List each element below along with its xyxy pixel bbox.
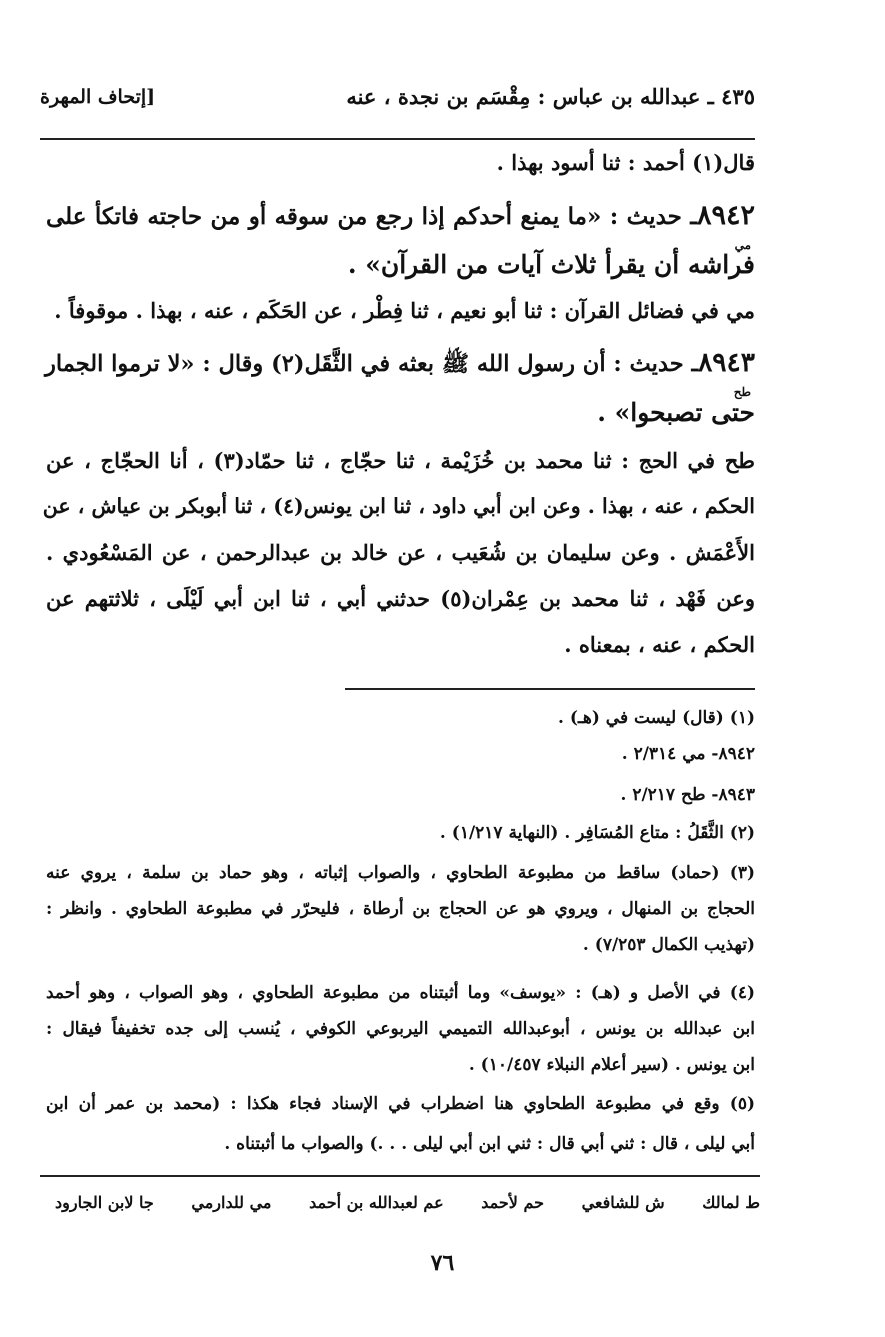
abbr-ibn-al-jarud: جا لابن الجارود [55, 1193, 154, 1212]
footnote-4-line-3: ابن يونس . (سير أعلام النبلاء ١٠/٤٥٧) . [468, 1055, 755, 1075]
reference-8942: ٨٩٤٢- مي ٢/٣١٤ . [621, 744, 755, 764]
footnote-3-line-2: الحجاج بن المنهال ، ويروي هو عن الحجاج بن أرطاة ، فليحرّر في مطبوعة الطحاوي . وانظر : [46, 899, 755, 919]
book-title: [إتحاف المهرة [40, 86, 156, 108]
hadith-8942-line-2: فراشه أن يقرأ ثلاث آيات من القرآن» . [347, 250, 755, 279]
source-marker-tah: طح [733, 385, 751, 399]
abbr-malik: ط لمالك [702, 1193, 760, 1212]
abbr-darimi: مي للدارمي [191, 1193, 272, 1212]
page-header [40, 84, 755, 118]
footnote-1: (١) (قال) ليست في (هـ) . [558, 708, 755, 728]
header-rule [40, 138, 755, 140]
footnote-4-line-1: (٤) في الأصل و (هـ) : «يوسف» وما أثبتناه من مطبوعة الطحاوي ، وهو الصواب ، وهو أحمد [46, 983, 755, 1003]
chapter-title: ٤٣٥ ـ عبدالله بن عباس : مِقْسَم بن نجدة ، عنه [346, 84, 755, 109]
tah-line-3: الأَعْمَش . وعن سليمان بن شُعَيب ، عن خالد بن عبدالرحمن ، عن المَسْعُودي . [46, 540, 755, 565]
hadith-8942-text-1: ـ حديث : «ما يمنع أحدكم إذا رجع من سوقه أو من حاجته فاتكأ على [46, 203, 697, 230]
footnote-5-line-1: (٥) وقع في مطبوعة الطحاوي هنا اضطراب في الإسناد فجاء هكذا : (محمد بن عمر أن ابن [46, 1094, 755, 1114]
hadith-8942-line-1 [46, 200, 755, 231]
tah-line-5: الحكم ، عنه ، بمعناه . [564, 632, 755, 657]
body-line-1: قال(١) أحمد : ثنا أسود بهذا . [496, 150, 755, 175]
abbr-ahmad: حم لأحمد [481, 1193, 544, 1212]
tah-line-2: الحكم ، عنه ، بهذا . وعن ابن أبي داود ، ثنا ابن يونس(٤) ، ثنا أبوبكر بن عياش ، عن [42, 494, 755, 518]
footnote-rule [345, 688, 755, 690]
tah-line-4: وعن فَهْد ، ثنا محمد بن عِمْران(٥) حدثني أبي ، ثنا ابن أبي لَيْلَى ، ثلاثتهم عن [46, 586, 756, 611]
mi-source-line: مي في فضائل القرآن : ثنا أبو نعيم ، ثنا فِطْر ، عن الحَكَم ، عنه ، بهذا . موقوفاً . [54, 298, 755, 323]
footnote-3-line-1: (٣) (حماد) ساقط من مطبوعة الطحاوي ، والصواب إثباته ، وهو حماد بن سلمة ، يروي عنه [46, 863, 755, 883]
footnote-4-line-2: ابن عبدالله بن يونس ، أبوعبدالله التميمي اليربوعي الكوفي ، يُنسب إلى جده تخفيفاً فيقال : [46, 1019, 755, 1039]
footnote-2: (٢) الثَّقَلُ : متاع المُسَافِر . (النهاية ١/٢١٧) . [439, 823, 755, 843]
footnote-5-line-2: أبي ليلى ، قال : ثني أبي قال : ثني ابن أبي ليلى . . .) والصواب ما أثبتناه . [224, 1134, 755, 1154]
hadith-number-8942: ٨٩٤٢ [696, 200, 755, 231]
page-number: ٧٦ [430, 1250, 455, 1276]
abbr-abdullah-bin-ahmad: عم لعبدالله بن أحمد [309, 1193, 444, 1212]
hadith-number-8943: ٨٩٤٣ [698, 347, 755, 378]
abbr-shafii: ش للشافعي [581, 1193, 665, 1212]
hadith-8943-text-1: ـ حديث : أن رسول الله ﷺ بعثه في الثَّقَل(٢) وقال : «لا ترموا الجمار [44, 351, 699, 377]
reference-8943: ٨٩٤٣- طح ٢/٢١٧ . [620, 785, 755, 805]
tah-line-1: طح في الحج : ثنا محمد بن خُزَيْمة ، ثنا حجّاج ، ثنا حمّاد(٣) ، أنا الحجّاج ، عن [46, 448, 755, 473]
abbreviations-rule [40, 1175, 760, 1177]
footnote-3-line-3: (تهذيب الكمال ٧/٢٥٣) . [582, 935, 755, 955]
abbreviations-key [55, 1193, 760, 1212]
source-marker-mi: مي [734, 238, 751, 252]
hadith-8943-line-1 [46, 347, 755, 383]
hadith-8943-line-2: حتى تصبحوا» . [597, 398, 755, 427]
